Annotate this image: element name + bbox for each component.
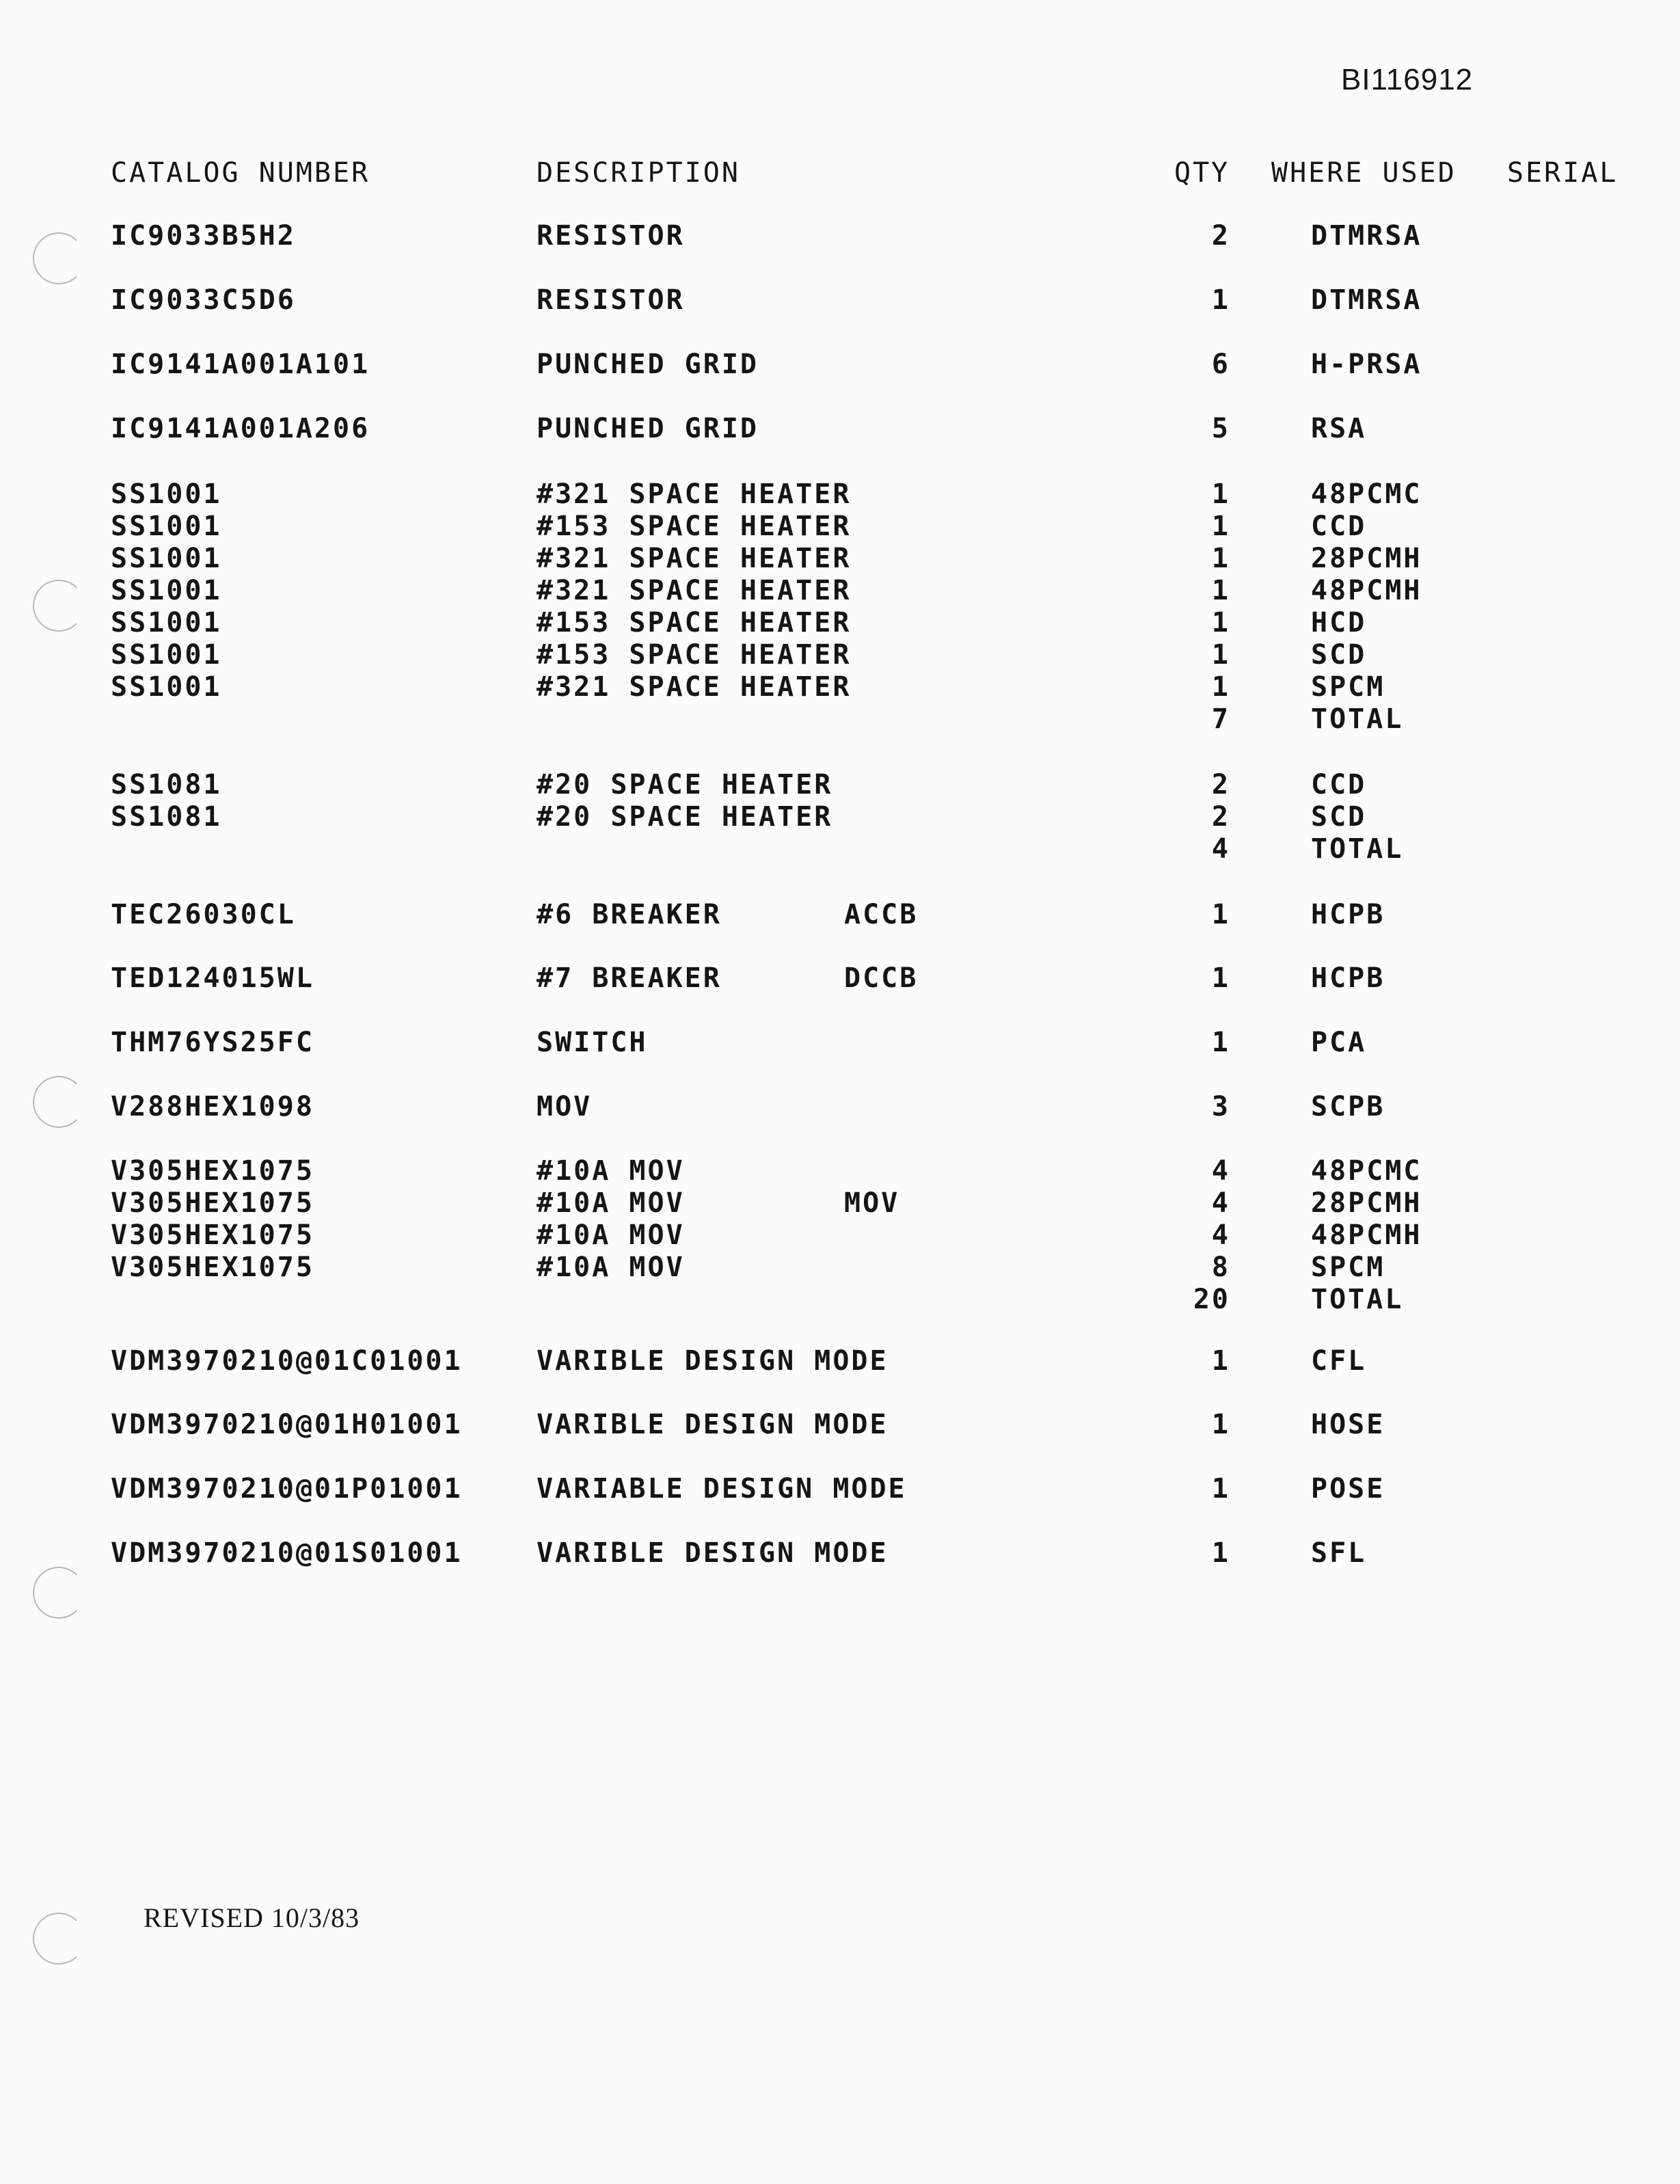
catalog-number-cell: SS1081: [111, 801, 222, 833]
table-row: [0, 349, 1680, 381]
table-row: [0, 1155, 1680, 1188]
where-used-cell: 28PCMH: [1311, 543, 1422, 574]
note-cell: MOV: [844, 1187, 900, 1219]
description-cell: #20 SPACE HEATER: [537, 801, 833, 833]
qty-cell: 1: [1211, 1409, 1230, 1440]
where-used-cell: 48PCMH: [1311, 575, 1422, 606]
where-used-cell: RSA: [1311, 413, 1367, 444]
description-cell: #10A MOV: [537, 1187, 685, 1219]
punch-hole-icon: [33, 1913, 85, 1965]
table-row: [0, 1252, 1680, 1284]
table-row: [0, 575, 1680, 608]
catalog-number-cell: IC9033C5D6: [111, 284, 296, 316]
table-row: [0, 413, 1680, 446]
total-row: [0, 833, 1680, 866]
qty-cell: 1: [1211, 607, 1230, 638]
table-row: [0, 1091, 1680, 1124]
qty-cell: 8: [1211, 1252, 1230, 1283]
where-used-cell: DTMRSA: [1311, 220, 1422, 252]
qty-cell: 1: [1211, 1537, 1230, 1569]
where-used-cell: CCD: [1311, 769, 1367, 800]
punch-hole-icon: [33, 232, 85, 284]
description-cell: #321 SPACE HEATER: [537, 671, 852, 703]
where-used-cell: HCD: [1311, 607, 1367, 638]
where-used-cell: 48PCMH: [1311, 1219, 1422, 1251]
qty-cell: 5: [1211, 413, 1230, 444]
header-where-used: WHERE USED: [1271, 157, 1457, 189]
qty-cell: 1: [1211, 1345, 1230, 1377]
qty-cell: 20: [1193, 1284, 1230, 1315]
table-row: [0, 801, 1680, 834]
catalog-number-cell: SS1001: [111, 543, 222, 574]
revised-note: REVISED 10/3/83: [144, 1902, 360, 1933]
qty-cell: 6: [1211, 349, 1230, 380]
table-row: [0, 607, 1680, 640]
qty-cell: 2: [1211, 220, 1230, 252]
description-cell: VARIBLE DESIGN MODE: [537, 1537, 889, 1569]
table-row: [0, 284, 1680, 317]
description-cell: PUNCHED GRID: [537, 349, 759, 380]
qty-cell: 4: [1211, 833, 1230, 865]
description-cell: PUNCHED GRID: [537, 413, 759, 444]
qty-cell: 4: [1211, 1219, 1230, 1251]
catalog-number-cell: SS1001: [111, 671, 222, 703]
table-row: [0, 1027, 1680, 1060]
where-used-cell: CFL: [1311, 1345, 1367, 1377]
catalog-number-cell: VDM3970210@01S01001: [111, 1537, 463, 1569]
where-used-cell: TOTAL: [1311, 833, 1404, 865]
where-used-cell: SPCM: [1311, 1252, 1385, 1283]
where-used-cell: TOTAL: [1311, 703, 1404, 735]
description-cell: VARIBLE DESIGN MODE: [537, 1345, 889, 1377]
header-serial: SERIAL: [1507, 157, 1618, 189]
punch-hole-icon: [33, 580, 85, 632]
qty-cell: 1: [1211, 1027, 1230, 1058]
description-cell: #321 SPACE HEATER: [537, 543, 852, 574]
where-used-cell: HOSE: [1311, 1409, 1385, 1440]
catalog-number-cell: VDM3970210@01H01001: [111, 1409, 463, 1440]
description-cell: VARIABLE DESIGN MODE: [537, 1473, 907, 1505]
document-id: BI116912: [1341, 63, 1474, 96]
qty-cell: 7: [1211, 703, 1230, 735]
table-row: [0, 1219, 1680, 1252]
catalog-number-cell: SS1081: [111, 769, 222, 800]
description-cell: SWITCH: [537, 1027, 648, 1058]
table-row: [0, 478, 1680, 511]
catalog-number-cell: V305HEX1075: [111, 1187, 314, 1219]
description-cell: #321 SPACE HEATER: [537, 575, 852, 606]
table-row: [0, 1537, 1680, 1570]
where-used-cell: SFL: [1311, 1537, 1367, 1569]
qty-cell: 1: [1211, 639, 1230, 671]
punch-hole-icon: [33, 1076, 85, 1128]
total-row: [0, 1284, 1680, 1317]
description-cell: #7 BREAKER: [537, 962, 722, 994]
qty-cell: 2: [1211, 769, 1230, 800]
description-cell: RESISTOR: [537, 220, 685, 252]
description-cell: #10A MOV: [537, 1252, 685, 1283]
catalog-number-cell: SS1001: [111, 511, 222, 542]
table-row: [0, 511, 1680, 543]
catalog-number-cell: IC9033B5H2: [111, 220, 296, 252]
description-cell: #153 SPACE HEATER: [537, 607, 852, 638]
header-qty: QTY: [1174, 157, 1230, 189]
where-used-cell: SCPB: [1311, 1091, 1385, 1122]
where-used-cell: HCPB: [1311, 899, 1385, 930]
table-row: [0, 1473, 1680, 1506]
table-row: [0, 1409, 1680, 1442]
qty-cell: 1: [1211, 962, 1230, 994]
header-description: DESCRIPTION: [537, 157, 740, 189]
where-used-cell: HCPB: [1311, 962, 1385, 994]
catalog-number-cell: SS1001: [111, 639, 222, 671]
catalog-number-cell: IC9141A001A206: [111, 413, 370, 444]
catalog-number-cell: THM76YS25FC: [111, 1027, 314, 1058]
catalog-number-cell: VDM3970210@01C01001: [111, 1345, 463, 1377]
catalog-number-cell: V305HEX1075: [111, 1252, 314, 1283]
catalog-number-cell: TEC26030CL: [111, 899, 296, 930]
description-cell: #321 SPACE HEATER: [537, 478, 852, 510]
catalog-number-cell: SS1001: [111, 478, 222, 510]
qty-cell: 1: [1211, 284, 1230, 316]
qty-cell: 1: [1211, 671, 1230, 703]
catalog-number-cell: TED124015WL: [111, 962, 314, 994]
catalog-number-cell: SS1001: [111, 607, 222, 638]
qty-cell: 4: [1211, 1155, 1230, 1187]
where-used-cell: POSE: [1311, 1473, 1385, 1505]
catalog-number-cell: V288HEX1098: [111, 1091, 314, 1122]
table-row: [0, 769, 1680, 802]
table-row: [0, 220, 1680, 253]
where-used-cell: SCD: [1311, 639, 1367, 671]
header-catalog-number: CATALOG NUMBER: [111, 157, 370, 189]
note-cell: ACCB: [844, 899, 919, 930]
where-used-cell: CCD: [1311, 511, 1367, 542]
description-cell: MOV: [537, 1091, 593, 1122]
total-row: [0, 703, 1680, 736]
description-cell: #6 BREAKER: [537, 899, 722, 930]
table-row: [0, 962, 1680, 995]
punch-hole-icon: [33, 1567, 85, 1619]
qty-cell: 3: [1211, 1091, 1230, 1122]
description-cell: #10A MOV: [537, 1219, 685, 1251]
where-used-cell: SCD: [1311, 801, 1367, 833]
description-cell: #10A MOV: [537, 1155, 685, 1187]
catalog-number-cell: V305HEX1075: [111, 1219, 314, 1251]
where-used-cell: 48PCMC: [1311, 1155, 1422, 1187]
qty-cell: 1: [1211, 511, 1230, 542]
qty-cell: 1: [1211, 899, 1230, 930]
catalog-number-cell: VDM3970210@01P01001: [111, 1473, 463, 1505]
description-cell: #153 SPACE HEATER: [537, 639, 852, 671]
where-used-cell: DTMRSA: [1311, 284, 1422, 316]
catalog-number-cell: SS1001: [111, 575, 222, 606]
where-used-cell: 28PCMH: [1311, 1187, 1422, 1219]
qty-cell: 1: [1211, 543, 1230, 574]
description-cell: #20 SPACE HEATER: [537, 769, 833, 800]
description-cell: #153 SPACE HEATER: [537, 511, 852, 542]
where-used-cell: PCA: [1311, 1027, 1367, 1058]
table-row: [0, 1345, 1680, 1378]
qty-cell: 4: [1211, 1187, 1230, 1219]
qty-cell: 1: [1211, 478, 1230, 510]
table-row: [0, 671, 1680, 704]
description-cell: VARIBLE DESIGN MODE: [537, 1409, 889, 1440]
where-used-cell: 48PCMC: [1311, 478, 1422, 510]
qty-cell: 1: [1211, 575, 1230, 606]
catalog-number-cell: V305HEX1075: [111, 1155, 314, 1187]
table-row: [0, 639, 1680, 672]
table-row: [0, 543, 1680, 576]
table-row: [0, 899, 1680, 932]
description-cell: RESISTOR: [537, 284, 685, 316]
qty-cell: 2: [1211, 801, 1230, 833]
where-used-cell: TOTAL: [1311, 1284, 1404, 1315]
catalog-number-cell: IC9141A001A101: [111, 349, 370, 380]
table-row: [0, 1187, 1680, 1220]
note-cell: DCCB: [844, 962, 919, 994]
where-used-cell: SPCM: [1311, 671, 1385, 703]
qty-cell: 1: [1211, 1473, 1230, 1505]
where-used-cell: H-PRSA: [1311, 349, 1422, 380]
